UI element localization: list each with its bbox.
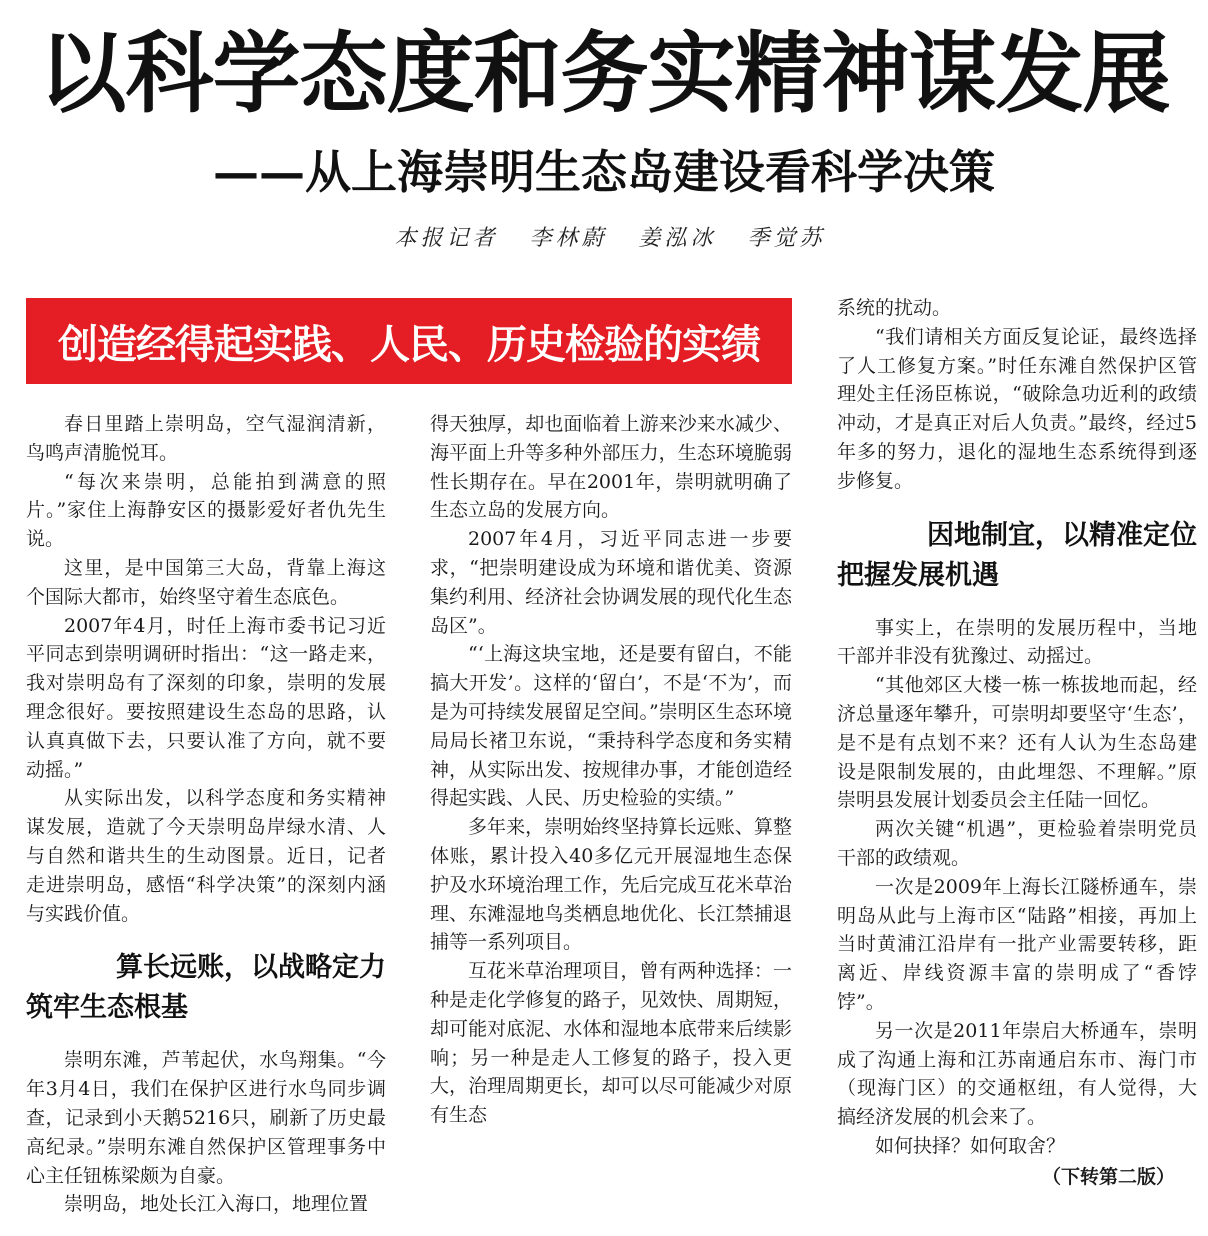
byline-author: 季觉苏 [747, 226, 826, 251]
article-column-3 [837, 294, 1197, 1236]
paragraph: 崇明岛，地处长江入海口，地理位置 [64, 1193, 369, 1216]
paragraph: 春日里踏上崇明岛，空气湿润清新，鸟鸣声清脆悦耳。 [26, 413, 386, 464]
paragraph: 两次关键“机遇”，更检验着崇明党员干部的政绩观。 [837, 818, 1197, 869]
section-banner [26, 298, 792, 384]
continued-on-page-note[interactable]: （下转第二版） [1041, 1165, 1175, 1188]
section-heading [26, 948, 386, 1028]
paragraph: 一次是2009年上海长江隧桥通车，崇明岛从此与上海市区“陆路”相接，再加上当时黄浦江沿岸有一批产业需要转移，距离近、岸线资源丰富的崇明成了“香饽饽”。 [837, 875, 1197, 1013]
paragraph: “每次来崇明，总能拍到满意的照片。”家住上海静安区的摄影爱好者仇先生说。 [26, 470, 386, 551]
headline: 以科学态度和务实精神谋发展 [38, 22, 1170, 125]
paragraph: “‘上海这块宝地，还是要有留白，不能搞大开发’。这样的‘留白’，不是‘不为’，而是为可持续发展留足空间。”崇明区生态环境局局长褚卫东说，“秉持科学态度和务实精神，从实际出发、按规律办事，才能创造经得起实践、人民、历史检验的实绩。” [430, 643, 792, 810]
section-heading-line: 因地制宜，以精准定位 [927, 519, 1197, 551]
paragraph: 这里，是中国第三大岛，背靠上海这个国际大都市，始终坚守着生态底色。 [26, 556, 386, 608]
paragraph: 另一次是2011年崇启大桥通车，崇明成了沟通上海和江苏南通启东市、海门市（现海门区）的交通枢纽，有人觉得，大搞经济发展的机会来了。 [837, 1019, 1197, 1129]
paragraph: 如何抉择？如何取舍？ [875, 1134, 1066, 1157]
byline-author: 姜泓冰 [638, 226, 717, 251]
section-heading-line: 把握发展机遇 [837, 559, 999, 591]
subheadline: ——从上海崇明生态岛建设看科学决策 [213, 145, 995, 199]
article-column-2 [430, 410, 792, 1236]
byline [0, 222, 1208, 256]
paragraph: “我们请相关方面反复论证，最终选择了人工修复方案。”时任东滩自然保护区管理处主任汤臣栋说，“破除急功近利的政绩冲动，才是真正对后人负责。”最终，经过5年多的努力，退化的湿地生态系统得到逐步修复。 [837, 325, 1197, 492]
paragraph: “其他郊区大楼一栋一栋拔地而起，经济总量逐年攀升，可崇明却要坚守‘生态’，是不是有点划不来？还有人认为生态岛建设是限制发展的，由此埋怨、不理解。”原崇明县发展计划委员会主任陆一回忆。 [837, 674, 1197, 812]
paragraph: 崇明东滩，芦苇起伏，水鸟翔集。“今年3月4日，我们在保护区进行水鸟同步调查，记录到小天鹅5216只，刷新了历史最高纪录。”崇明东滩自然保护区管理事务中心主任钮栋梁颇为自豪。 [26, 1049, 386, 1187]
byline-author: 李林蔚 [529, 226, 608, 251]
section-heading-line: 算长远账，以战略定力 [116, 952, 386, 984]
paragraph: 2007年4月，时任上海市委书记习近平同志到崇明调研时指出：“这一路走来，我对崇明岛有了深刻的印象，崇明的发展理念很好。要按照建设生态岛的思路，认认真真做下去，只要认准了方向，就不要动摇。” [26, 614, 386, 781]
paragraph: 多年来，崇明始终坚持算长远账、算整体账，累计投入40多亿元开展湿地生态保护及水环境治理工作，先后完成互花米草治理、东滩湿地鸟类栖息地优化、长江禁捕退捕等一系列项目。 [430, 816, 792, 954]
section-heading-line: 筑牢生态根基 [26, 992, 188, 1024]
section-banner-text: 创造经得起实践、人民、历史检验的实绩 [58, 321, 760, 368]
article-column-1 [26, 410, 386, 1236]
paragraph: 系统的扰动。 [837, 297, 952, 319]
paragraph: 事实上，在崇明的发展历程中，当地干部并非没有犹豫过、动摇过。 [837, 616, 1197, 668]
byline-label: 本报记者 [394, 226, 499, 251]
paragraph: 互花米草治理项目，曾有两种选择：一种是走化学修复的路子，见效快、周期短，却可能对底泥、水体和湿地本底带来后续影响；另一种是走人工修复的路子，投入更大，治理周期更长，却可以尽可能减少对原有生态 [430, 960, 792, 1127]
paragraph: 2007年4月，习近平同志进一步要求，“把崇明建设成为环境和谐优美、资源集约利用、经济社会协调发展的现代化生态岛区”。 [430, 528, 792, 637]
paragraph: 得天独厚，却也面临着上游来沙来水减少、海平面上升等多种外部压力，生态环境脆弱性长期存在。早在2001年，崇明就明确了生态立岛的发展方向。 [430, 413, 792, 522]
paragraph: 从实际出发，以科学态度和务实精神谋发展，造就了今天崇明岛岸绿水清、人与自然和谐共生的生动图景。近日，记者走进崇明岛，感悟“科学决策”的深刻内涵与实践价值。 [26, 787, 386, 925]
section-heading [837, 516, 1197, 596]
